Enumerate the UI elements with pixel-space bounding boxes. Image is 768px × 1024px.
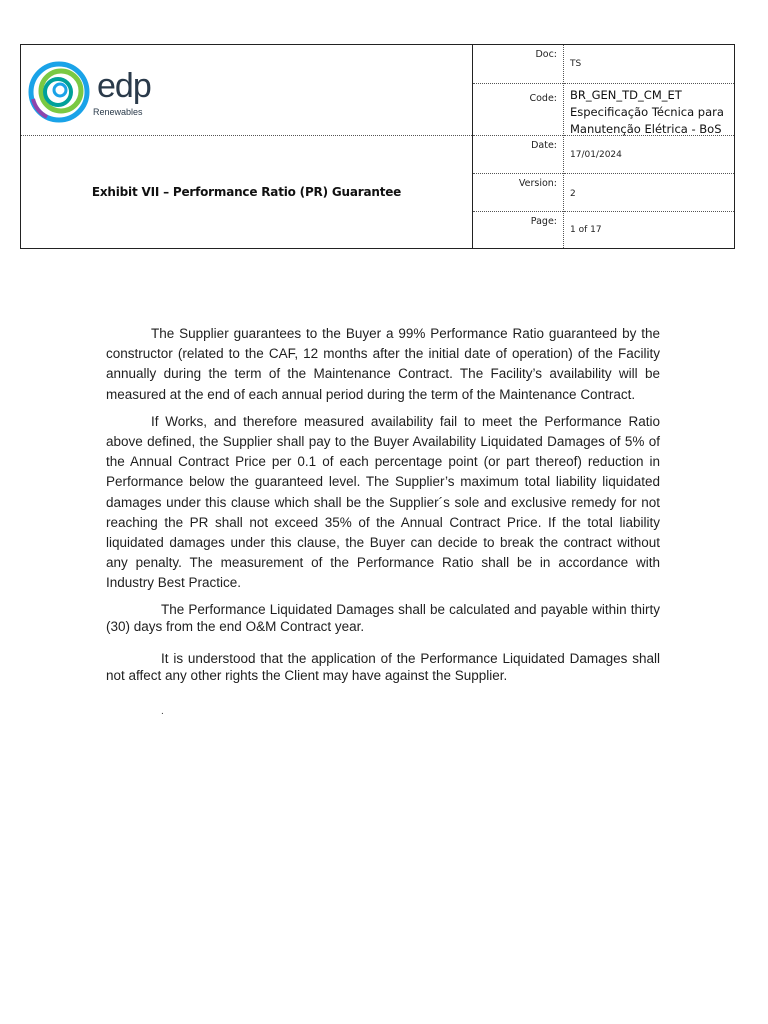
version-value: 2 [570, 189, 576, 199]
paragraph-3: The Performance Liquidated Damages shall be calculated and payable within thirty (30) days from the end O&M Contract year. [106, 601, 660, 635]
doc-value: TS [570, 59, 582, 69]
date-value: 17/01/2024 [570, 150, 622, 160]
meta-row-version [473, 174, 563, 212]
page-label: Page: [530, 216, 557, 227]
paragraph-1: The Supplier guarantees to the Buyer a 99% Performance Ratio guaranteed by the constructor (related to the CAF, 12 months after the initial date of operation) of the Facility annually during the term of the Maintenance Contract. The Facility’s availability will be measured at the end of each annual period during the term of the Maintenance Contract. [106, 326, 660, 402]
code-line-3: Manutenção Elétrica - BoS [570, 122, 722, 136]
trailing-mark: . [161, 706, 164, 717]
document-title: Exhibit VII – Performance Ratio (PR) Guarantee [91, 185, 402, 199]
meta-row-date [473, 136, 563, 174]
page-value-cell [564, 212, 734, 248]
document-header [20, 44, 735, 249]
version-label: Version: [518, 178, 557, 189]
meta-row-page [473, 212, 563, 248]
code-value-cell [564, 84, 734, 136]
code-value [570, 87, 724, 138]
date-value-cell [564, 136, 734, 174]
paragraph-2: If Works, and therefore measured availability fail to meet the Performance Ratio above defined, the Supplier shall pay to the Buyer Availability Liquidated Damages of 5% of the Annual Contract Price per 0.1 of each percentage point (or part thereof) reduction in Performance below the guaranteed level. The Supplier’s maximum total liability liquidated damages under this clause which shall be the Supplier´s sole and exclusive remedy for not reaching the PR shall not exceed 35% of the Annual Contract Price. If the total liability liquidated damages under this clause, the Buyer can decide to break the contract without any penalty. The measurement of the Performance Ratio shall be in accordance with Industry Best Practice. [106, 413, 660, 591]
meta-row-doc [473, 45, 563, 84]
meta-value-column [563, 45, 734, 248]
paragraph-4: It is understood that the application of the Performance Liquidated Damages shall not affect any other rights the Client may have against the Supplier. [106, 650, 660, 684]
body-text [106, 324, 660, 699]
doc-label: Doc: [535, 49, 557, 60]
meta-row-code [473, 84, 563, 136]
meta-label-column [472, 45, 563, 248]
title-cell [21, 136, 472, 248]
logo-cell [21, 45, 472, 136]
page-value: 1 of 17 [570, 225, 602, 235]
code-line-2: Especificação Técnica para [570, 105, 724, 119]
code-line-1: BR_GEN_TD_CM_ET [570, 88, 682, 102]
edp-swirl-icon [27, 59, 93, 125]
logo-subtitle: Renewables [93, 107, 143, 117]
date-label: Date: [531, 140, 557, 151]
logo-wordmark: edp [97, 67, 151, 105]
version-value-cell [564, 174, 734, 212]
doc-value-cell [564, 45, 734, 84]
code-label: Code: [529, 93, 557, 104]
edp-logo [27, 59, 177, 125]
